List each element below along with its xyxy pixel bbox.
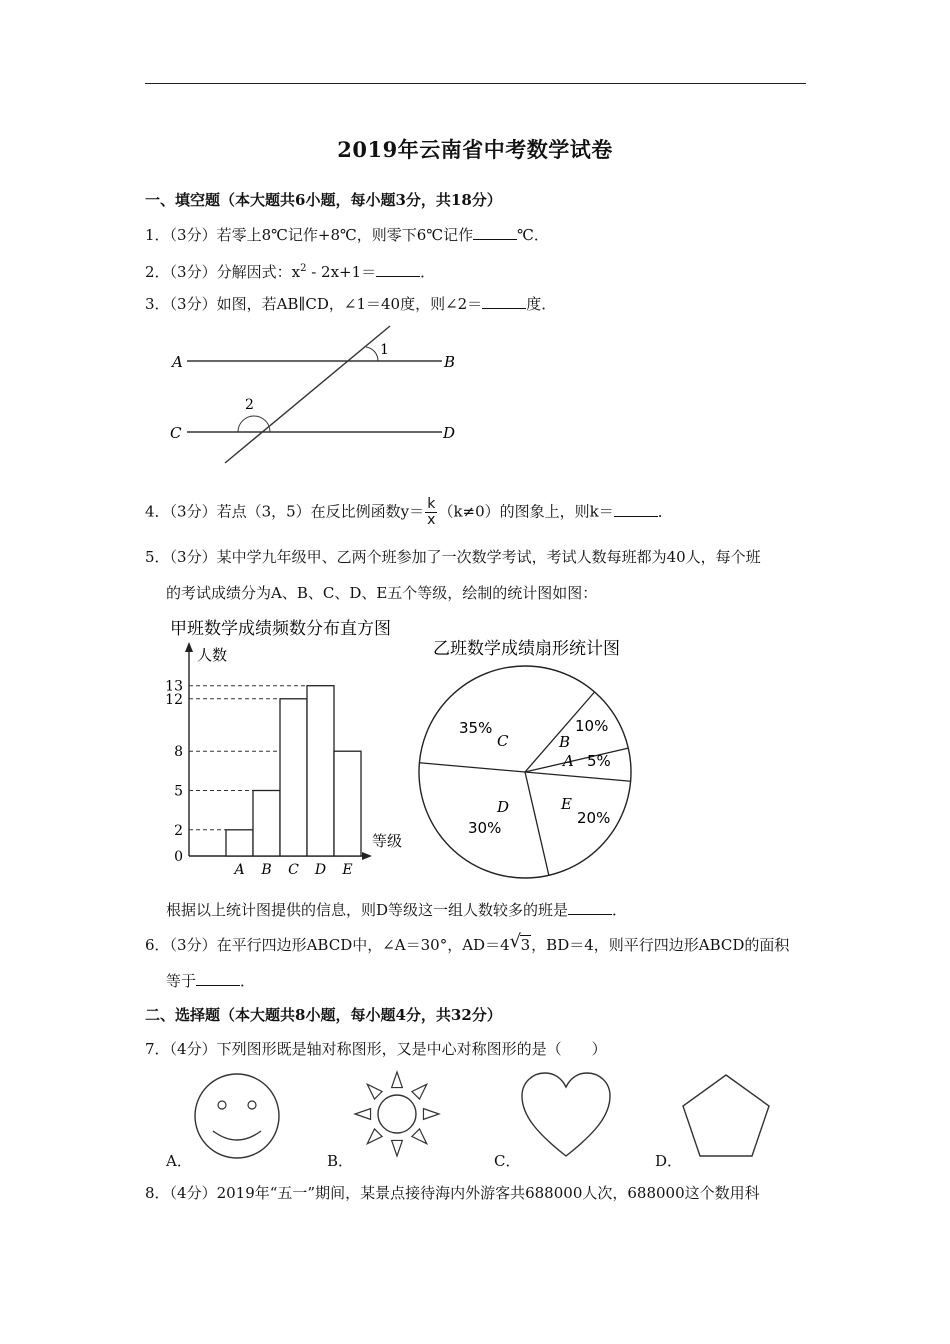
histogram-ytick-label: 5 [174, 783, 183, 800]
answer-blank[interactable] [376, 262, 420, 277]
section-1-heading: 一、填空题（本大题共6小题，每小题3分，共18分） [145, 191, 502, 209]
page-title: 2019年云南省中考数学试卷 [337, 137, 613, 162]
histogram-bar [307, 686, 334, 856]
histogram-bar [253, 791, 280, 857]
label-angle-2: 2 [245, 397, 254, 413]
answer-blank[interactable] [196, 971, 240, 986]
histogram-title: 甲班数学成绩频数分布直方图 [170, 619, 391, 639]
question-2: 2．（3分）分解因式：$x^2 - 2x+1=$ ． [145, 263, 436, 281]
question-4: 4．（3分）若点（3，5）在反比例函数y＝ $\frac{k}{x}$ （k≠0）的图象上，则k＝ ． [145, 496, 673, 528]
histogram-category-label: C [288, 862, 299, 878]
histogram-ytick-label: 13 [165, 678, 183, 695]
question-5-line-1: 5．（3分）某中学九年级甲、乙两个班参加了一次数学考试，考试人数每班都为40人，每个班 [145, 548, 761, 566]
label-c: C [170, 424, 182, 442]
histogram-category-label: E [342, 862, 353, 878]
label-d: D [443, 424, 456, 442]
answer-blank[interactable] [482, 294, 526, 309]
section-2-heading: 二、选择题（本大题共8小题，每小题4分，共32分） [145, 1006, 502, 1024]
option-a-label[interactable]: A． [166, 1152, 192, 1170]
label-angle-1: 1 [380, 342, 389, 358]
pie-slice-label: D [497, 798, 510, 816]
histogram-chart [160, 612, 430, 882]
question-5-line-3: 根据以上统计图提供的信息，则D等级这一组人数较多的班是 ． [166, 901, 628, 919]
histogram-bar [226, 830, 253, 856]
pie-slice-label: E [561, 795, 572, 813]
histogram-ytick-label: 0 [174, 849, 183, 865]
question-3: 3．（3分）如图，若AB∥CD，∠1＝40度，则∠2＝ 度． [145, 295, 557, 313]
question-8-line-1: 8．（4分）2019年“五一”期间，某景点接待海内外游客共688000人次，688000这个数用科 [145, 1184, 760, 1202]
smiley-face-icon[interactable] [193, 1073, 283, 1163]
histogram-category-label: A [234, 862, 245, 878]
answer-blank[interactable] [614, 502, 658, 517]
histogram-ytick-label: 8 [174, 744, 183, 761]
sqrt-expression: √ 3 [509, 931, 531, 954]
question-1: 1．（3分）若零上8℃记作+8℃，则零下6℃记作 ℃． [145, 226, 549, 244]
parallel-lines-figure [160, 318, 470, 468]
histogram-xlabel: 等级 [372, 832, 403, 850]
question-6-line-1: 6．（3分）在平行四边形ABCD中，∠A＝30°，AD＝4 √ 3，BD＝4，则平行四边形ABCD的面积 [145, 931, 790, 954]
histogram-bar [280, 699, 307, 856]
question-7: 7．（4分）下列图形既是轴对称图形，又是中心对称图形的是（ ） [145, 1040, 607, 1058]
pie-slice-percent: 5% [587, 752, 611, 770]
transversal-line [225, 326, 390, 463]
sun-icon[interactable] [352, 1070, 442, 1160]
pie-slice-label: C [497, 732, 509, 750]
question-6-line-2: 等于 ． [166, 972, 256, 990]
histogram-ylabel: 人数 [197, 646, 228, 664]
histogram-category-label: B [261, 862, 272, 878]
fraction-k-over-x: $\frac{k}{x}$ [427, 496, 436, 528]
option-c-label[interactable]: C． [494, 1152, 521, 1170]
histogram-y-arrow [185, 642, 193, 652]
question-5-line-2: 的考试成绩分为A、B、C、D、E五个等级，绘制的统计图如图： [166, 584, 598, 602]
histogram-ytick-label: 12 [165, 691, 183, 708]
heart-icon[interactable] [518, 1070, 614, 1160]
pie-chart [415, 630, 645, 880]
answer-blank[interactable] [473, 225, 517, 240]
answer-blank[interactable] [568, 900, 612, 915]
pentagon-icon[interactable] [680, 1072, 772, 1160]
pie-slice-percent: 30% [468, 819, 502, 837]
histogram-category-label: D [314, 862, 327, 878]
pie-title: 乙班数学成绩扇形统计图 [433, 639, 620, 659]
angle-1-arc [366, 347, 378, 361]
label-a: A [172, 353, 183, 371]
pie-slice-percent: 35% [459, 719, 493, 737]
histogram-ytick-label: 2 [174, 822, 183, 839]
option-b-label[interactable]: B． [327, 1152, 354, 1170]
histogram-x-arrow [362, 852, 372, 860]
pie-slice-label: B [559, 733, 571, 751]
top-rule [145, 83, 806, 84]
pie-slice-label: A [563, 752, 574, 770]
pie-slice-percent: 10% [575, 717, 609, 735]
label-b: B [444, 353, 456, 371]
histogram-bar [334, 751, 361, 856]
option-d-label[interactable]: D． [655, 1152, 683, 1170]
pie-slice-percent: 20% [577, 809, 611, 827]
